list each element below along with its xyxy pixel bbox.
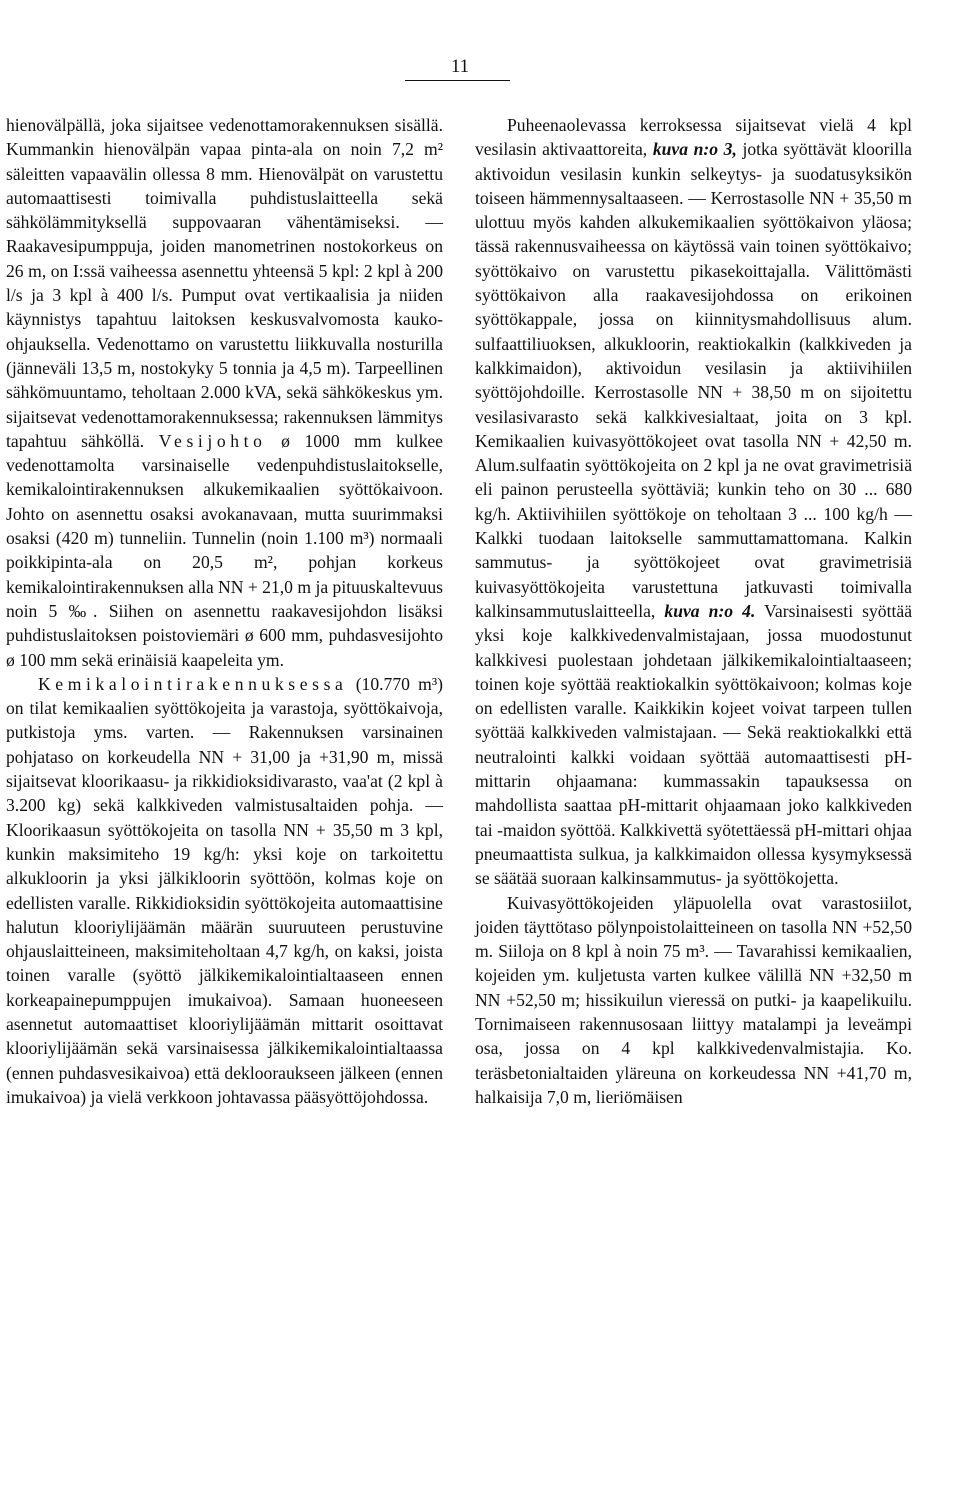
- right-p2-text: Kuivasyöttökojeiden yläpuolella ovat varastosiilot, joiden täyttötaso pölynpoistolaitteineen on tasolla NN +52,50 m. Siiloja on 8 kpl à noin 75 m³. — Tavarahissi kemikaalien, kojeiden ym. kuljetusta varten kulkee välillä NN +32,50 m NN +52,50 m; hissikuilun vieressä on putki- ja kaapelikuilu. Tornimaiseen rakennusosaan liittyy matalampi ja leveämpi osa, jossa on 4 kpl kalkkivedenvalmistajia. Ko. teräsbetonialtaiden yläreuna on korkeudessa NN +41,70 m, halkaisija 7,0 m, lieriömäisen: [475, 892, 912, 1107]
- left-p1-rest: ø 1000 mm kulkee vedenottamolta varsinaiselle vedenpuhdistuslaitokselle, kemikalointirakennuksen alkukemikaalien syöttökaivoon. Johto on asennettu osaksi avokanavaan, mutta suurimmaksi osaksi (420 m) tunneliin. Tunnelin (noin 1.100 m³) normaali poikkipinta-ala on 20,5 m², pohjan korkeus kemikalointirakennuksen alla NN + 21,0 m ja pituuskaltevuus noin 5 ‰. Siihen on asennettu raakavesijohdon lisäksi puhdistuslaitoksen poistoviemäri ø 600 mm, puhdasvesijohto ø 100 mm sekä erinäisiä kaapeleita ym.: [6, 430, 443, 670]
- left-paragraph-1: [6, 113, 443, 672]
- left-p1-spaced-lead: Vesijohto: [158, 430, 267, 451]
- right-column: [475, 113, 912, 1109]
- right-p1-part-c: Varsinaisesti syöttää yksi koje kalkkivedenvalmistajaan, jossa muodostunut kalkkivesi puolestaan johdetaan jälkikemikalointialtaaseen; toinen koje syöttää reaktiokalkin syöttökaivoon; kolmas koje on edellisten varalle. Kaikkikin kojeet voivat tarpeen tullen syöttää kalkkiveden valmistajaan. — Sekä reaktiokalkki että neutralointi kalkki voidaan syöttää automaattisesti pH-mittarin ohjaamana: kummassakin tapauksessa on mahdollista saattaa pH-mittarit ohjaamaan joko kalkkiveden tai -maidon syöttöä. Kalkkivettä syötettäessä pH-mittari ohjaa pneumaattista sulkua, ja kalkkimaidon ollessa kysymyksessä se säätää suoraan kalkinsammutus- ja syöttökojetta.: [475, 600, 913, 889]
- page-number: 11: [450, 56, 470, 77]
- right-paragraph-1: [475, 113, 912, 891]
- figure-reference-4: kuva n:o 4.: [664, 600, 756, 621]
- left-column: [6, 113, 443, 1109]
- right-p1-part-a: Puheenaolevassa kerroksessa sijaitsevat vielä 4 kpl vesilasin aktivaattoreita,: [475, 115, 912, 160]
- left-p2-rest: (10.770 m³) on tilat kemikaalien syöttökojeita ja varastoja, syöttökaivoja, putkistoja yms. varten. — Rakennuksen varsinainen pohjataso on korkeudella NN + 31,00 ja +31,90 m, missä sijaitsevat kloorikaasu- ja rikkidioksidivarasto, vaa'at (2 kpl à 3.200 kg) sekä kalkkiveden valmistusaltaiden pohja. — Kloorikaasun syöttökojeita on tasolla NN + 35,50 m 3 kpl, kunkin maksimiteho 19 kg/h: yksi koje on tarkoitettu alkukloorin ja yksi jälkikloorin syöttöön, kolmas koje on edellisten varalle. Rikkidioksidin syöttökojeita automaattisine halutun klooriylijäämän määrän suuruuteen perustuvine ohjauslaitteineen, maksimiteholtaan 4,7 kg/h, on kaksi, joista toinen varalle (syöttö jälkikemikalointialtaaseen ennen korkeapainepumppujen imukaivoa). Samaan huoneeseen asennetut automaattiset klooriylijäämän mittarit osoittavat klooriylijäämän sekä varsinaisessa jälkikemikalointialtaassa (ennen puhdasvesikaivoa) että deklooraukseen jälkeen (ennen imukaivoa) ja vielä verkkoon johtavassa pääsyöttöjohdossa.: [6, 673, 443, 1107]
- header-rule: [405, 80, 510, 81]
- left-paragraph-2: [6, 672, 443, 1109]
- right-p1-part-b: jotka syöttävät kloorilla aktivoidun vesilasin kunkin selkeytys- ja suodatusyksikön toiseen hämmennysaltaaseen. — Kerrostasolle NN + 35,50 m ulottuu myös kahden alkukemikaalien syöttökaivon yläosa; tässä rakennusvaiheessa on käytössä vain toinen syöttökaivo; syöttökaivo on varustettu pikasekoittajalla. Välittömästi syöttökaivon alla raakavesijohdossa on erikoinen syöttökappale, jossa on kiinnitysmahdollisuus alum. sulfaattiliuoksen, alkukloorin, reaktiokalkin (kalkkiveden ja kalkkimaidon), aktivoidun vesilasin ja aktiivihiilen syöttöjohdoille. Kerrostasolle NN + 38,50 m on sijoitettu vesilasivarasto sekä kalkkivesialtaat, joita on 3 kpl. Kemikaalien kuivasyöttökojeet ovat tasolla NN + 42,50 m. Alum.sulfaatin syöttökojeita on 2 kpl ja ne ovat gravimetrisiä eli painon perusteella syöttäviä; kunkin teho on 30 ... 680 kg/h. Aktiivihiilen syöttökoje on teholtaan 3 ... 100 kg/h — Kalkki tuodaan laitokselle sammuttamattomana. Kalkin sammutus- ja syöttökojeet ovat gravimetrisiä kuivasyöttökojeita varustettuna jatkuvasti toimivalla kalkinsammutuslaitteella,: [475, 139, 912, 621]
- right-paragraph-2: [475, 891, 912, 1110]
- left-p2-spaced-lead: Kemikalointirakennuksessa: [38, 673, 348, 694]
- left-p1-text: hienovälpällä, joka sijaitsee vedenottamorakennuksen sisällä. Kummankin hienovälpän vapaa pinta-ala on noin 7,2 m² säleitten vapaavälin ollessa 8 mm. Hienovälpät on varustettu automaattisesti toimivalla puhdistuslaitteella sekä sähkölämmityksellä suppovaaran vähentämiseksi. — Raakavesipumppuja, joiden manometrinen nostokorkeus on 26 m, on I:ssä vaiheessa asennettu yhteensä 5 kpl: 2 kpl à 200 l/s ja 3 kpl à 400 l/s. Pumput ovat vertikaalisia ja niiden käynnistys tapahtuu laitoksen keskusvalvomosta kauko-ohjauksella. Vedenottamo on varustettu liikkuvalla nosturilla (jänneväli 13,5 m, nostokyky 5 tonnia ja 4,5 m). Tarpeellinen sähkömuuntamo, teholtaan 2.000 kVA, sekä sähkökeskus ym. sijaitsevat vedenottamorakennuksessa; rakennuksen lämmitys tapahtuu sähköllä.: [6, 115, 443, 451]
- figure-reference-3: kuva n:o 3,: [652, 139, 737, 160]
